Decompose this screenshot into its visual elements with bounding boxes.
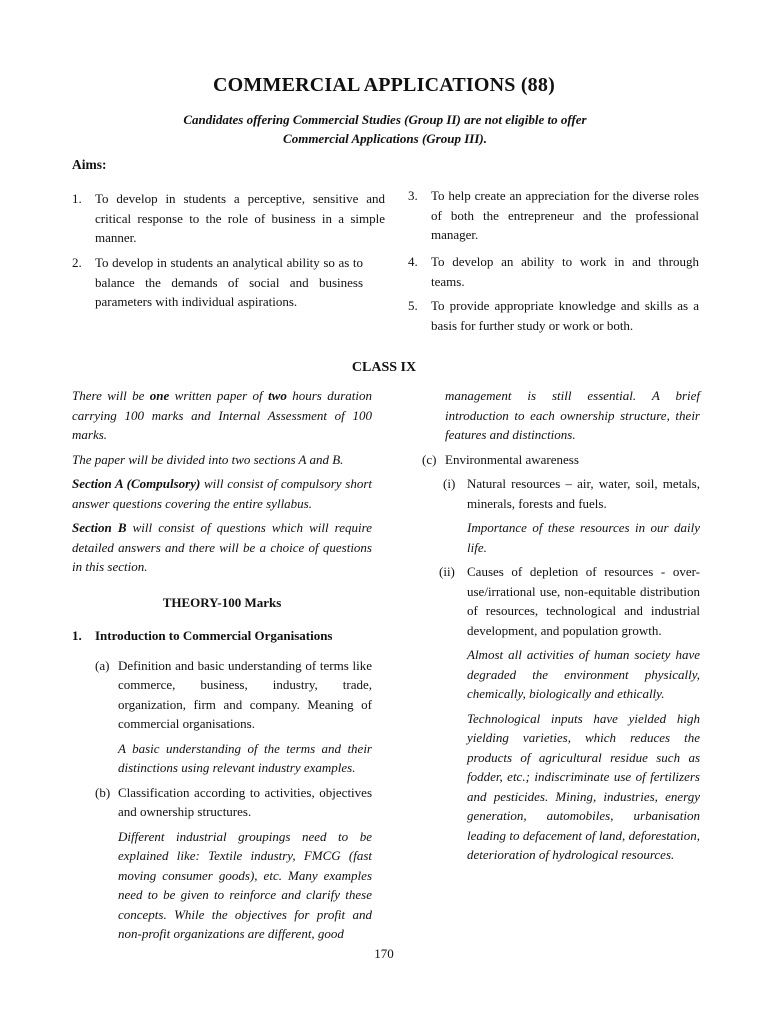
aim-text: To provide appropriate knowledge and skills as a basis for further study or work or both. <box>431 298 699 333</box>
subtopic-text: Causes of depletion of resources - over-use/irrational use, non-equitable distribution of resources, technological and industrial development, and population growth. <box>467 564 700 638</box>
right-column <box>415 386 700 870</box>
aim-number: 1. <box>72 191 82 206</box>
section-a-note <box>72 474 372 513</box>
section-number: 1. <box>72 628 82 643</box>
continued-note: management is still essential. A brief introduction to each ownership structure, their features and distinctions. <box>445 388 700 442</box>
topic-text: Environmental awareness <box>445 451 579 467</box>
paper-intro <box>72 386 372 445</box>
paper-intro-two: two <box>268 388 287 403</box>
paper-intro-text: There will be <box>72 388 150 403</box>
topic-label: (a) <box>95 657 110 673</box>
section-heading <box>72 626 372 646</box>
eligibility-note-line1: Candidates offering Commercial Studies (Group II) are not eligible to offer <box>183 112 587 127</box>
paper-intro-text: written paper of <box>169 388 269 403</box>
class-heading: CLASS IX <box>351 360 417 375</box>
aim-text: To develop in students a perceptive, sensitive and critical response to the role of business in a simple manner. <box>95 191 385 245</box>
subtopic-ii <box>415 562 700 640</box>
topic-note: Different industrial groupings need to be explained like: Textile industry, FMCG (fast moving consumer goods), etc. Many examples need to be given to reinforce and clarify these concepts. While the objectives for profit and non-profit organizations are different, good <box>118 828 372 941</box>
aim-item <box>408 186 699 245</box>
subtopic-text: Natural resources – air, water, soil, metals, minerals, forests and fuels. <box>467 476 700 511</box>
section-b-text: will consist of questions which will require detailed answers and there will be a choice of questions in this section. <box>72 520 372 574</box>
section-a-text: will consist of compulsory short answer questions covering the entire syllabus. <box>72 476 372 511</box>
section-b-label: Section B <box>72 520 127 535</box>
aim-number: 4. <box>408 254 418 269</box>
subtopic-label: (ii) <box>439 564 455 579</box>
aim-text: To help create an appreciation for the diverse roles of both the entrepreneur and the professional manager. <box>431 188 699 242</box>
aim-text: To develop in students an analytical ability so as to balance the demands of social and business parameters with individual aspirations. <box>95 255 363 309</box>
section-title: Introduction to Commercial Organisations <box>95 628 333 643</box>
paper-intro-one: one <box>149 388 170 403</box>
topic-note: A basic understanding of the terms and their distinctions using relevant industry examples. <box>118 740 372 775</box>
subtopic-note: Importance of these resources in our daily life. <box>467 520 700 555</box>
topic-label: (c) <box>422 451 437 467</box>
aim-item <box>72 189 385 248</box>
subtopic-i <box>415 474 700 513</box>
left-column <box>72 386 372 949</box>
eligibility-note-line2: Commercial Applications (Group III). <box>283 131 487 146</box>
aims-heading: Aims: <box>72 157 107 172</box>
section-a-label: Section A (Compulsory) <box>72 476 201 491</box>
subtopic-note: Almost all activities of human society have degraded the environment physically, chemically, biologically and ethically. <box>467 647 700 701</box>
topic-a <box>72 656 372 734</box>
aim-number: 3. <box>408 188 418 203</box>
topic-label: (b) <box>95 784 111 800</box>
aim-item <box>72 253 363 312</box>
aim-number: 2. <box>72 255 82 270</box>
page-number: 170 <box>374 946 394 961</box>
aim-number: 5. <box>408 298 418 313</box>
topic-text: Definition and basic understanding of terms like commerce, business, industry, trade, organization, firm and company. Meaning of commercial organisations. <box>118 657 372 731</box>
section-b-note <box>72 518 372 577</box>
paper-intro-text: hours duration carrying 100 marks and Internal Assessment of 100 marks. <box>72 388 373 442</box>
topic-b <box>72 783 372 822</box>
page-title: COMMERCIAL APPLICATIONS (88) <box>213 74 555 96</box>
sections-note: The paper will be divided into two sections A and B. <box>72 451 344 467</box>
eligibility-note <box>150 110 620 148</box>
topic-c <box>415 450 700 470</box>
aim-text: To develop an ability to work in and through teams. <box>431 254 699 289</box>
aim-item <box>408 296 699 335</box>
topic-text: Classification according to activities, objectives and ownership structures. <box>118 784 372 819</box>
theory-heading: THEORY-100 Marks <box>162 594 282 610</box>
aim-item <box>408 252 699 291</box>
subtopic-label: (i) <box>443 476 456 491</box>
subtopic-note: Technological inputs have yielded high yielding varieties, which reduces the products of agricultural residue such as fodder, etc.; indiscriminate use of fertilizers and pesticides. Mining, industries, energy generation, automobiles, urbanisation leading to defacement of land, deforestation, deterioration of hydrological resources. <box>467 710 700 862</box>
